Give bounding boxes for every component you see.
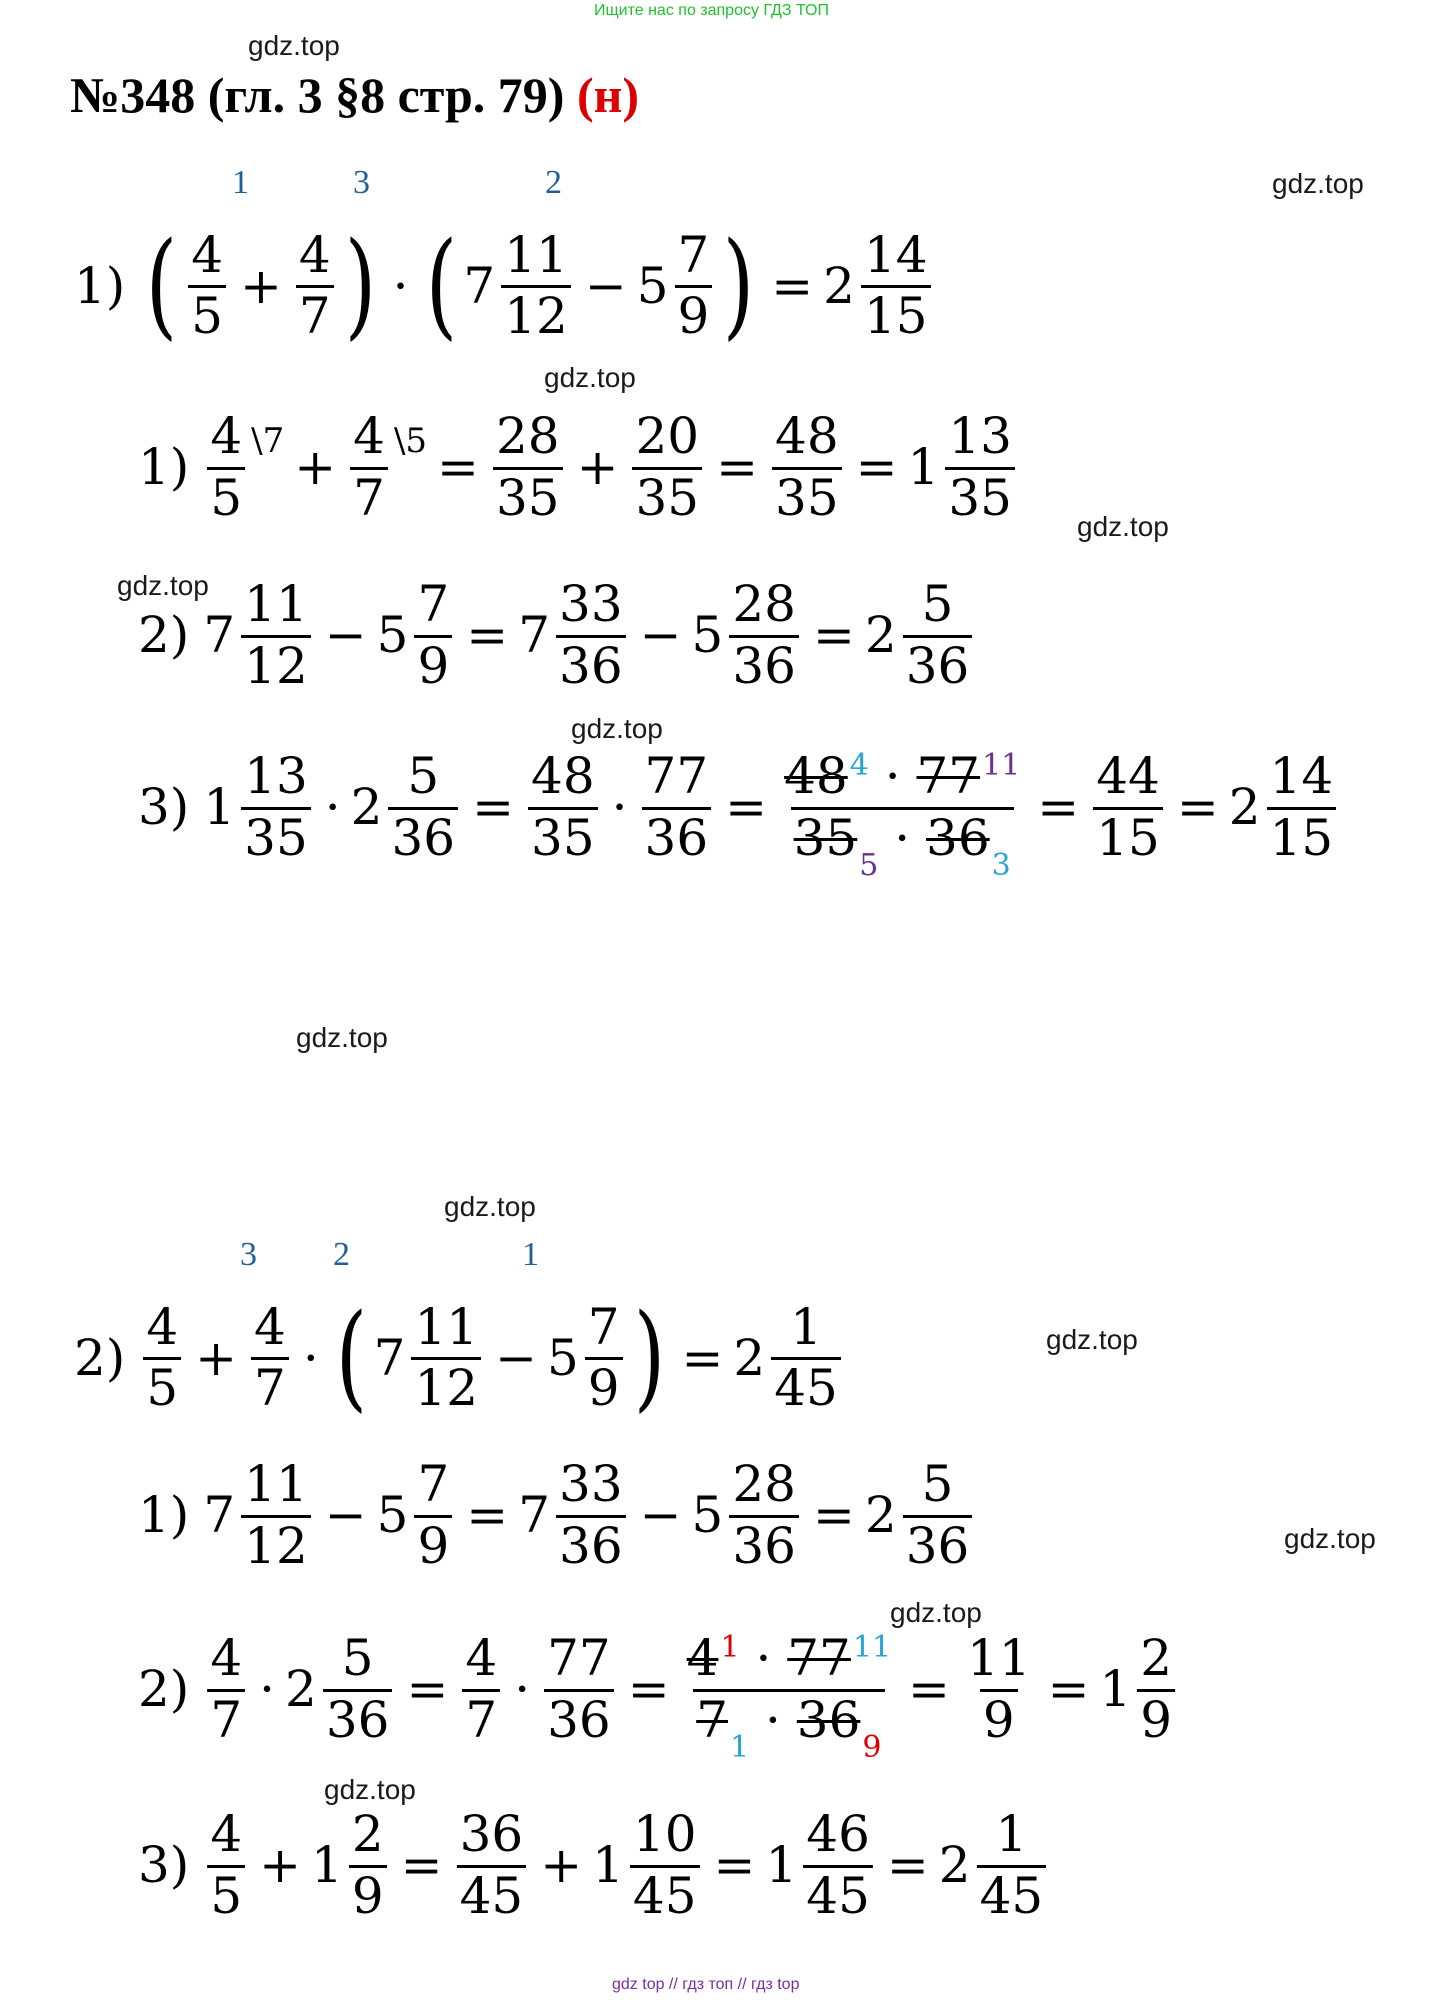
order-mark: 1 — [522, 1236, 539, 1273]
expression-label: 1) — [74, 256, 126, 315]
order-mark: 2 — [333, 1236, 350, 1273]
reduced-factor: 1 — [720, 1630, 740, 1665]
title-main: №348 (гл. 3 §8 стр. 79) — [70, 67, 565, 123]
step-1-1: 1) $\frac{4}{5}$ \7 + $\frac{4}{7}$ \5 = $\frac{28}{35}$ + $\frac{20}{35}$ = $\frac{48}{35}$ = 1 $\frac{13}{35}$ — [138, 410, 1019, 524]
step-2-3: 3) $\frac{4}{5}$ + 1 $\frac{2}{9}$ = $\frac{36}{45}$ + 1 $\frac{10}{45}$ = 1 $\frac{46}{45}$ = 2 $\frac{1}{45}$ — [138, 1808, 1050, 1922]
watermark: gdz.top — [1046, 1324, 1138, 1355]
fraction: $\frac{11}{12}$ — [501, 229, 571, 343]
extra-factor: \7 — [251, 421, 285, 461]
reduced-factor: 9 — [862, 1729, 882, 1765]
step-label: 3) — [138, 1836, 190, 1894]
step-label: 3) — [138, 778, 190, 836]
result-whole: 2 — [823, 256, 855, 315]
watermark: gdz.top — [544, 362, 636, 393]
fraction: $\frac{4}{7}$ — [296, 229, 334, 343]
step-label: 1) — [138, 1486, 190, 1544]
footer-note: gdz top // гдз топ // гдз top — [612, 1976, 800, 1993]
step-label: 1) — [138, 438, 190, 496]
main-expression-1: 1) ( $\frac{4}{5}$ + $\frac{4}{7}$ ) · ( 7 $\frac{11}{12}$ − 5 $\frac{7}{9}$ ) = 2 $\frac{14}{15}$ — [74, 228, 935, 343]
order-mark: 1 — [232, 164, 249, 201]
reduced-factor: 1 — [730, 1729, 750, 1765]
watermark: gdz.top — [296, 1022, 388, 1053]
order-mark: 3 — [240, 1236, 257, 1273]
step-label: 2) — [138, 606, 190, 664]
result-whole: 2 — [733, 1328, 766, 1387]
expression-label: 2) — [74, 1328, 126, 1387]
order-mark: 2 — [545, 164, 562, 201]
reduced-factor: 4 — [849, 748, 869, 783]
reduced-factor: 11 — [982, 748, 1021, 783]
step-2-1: 1) 7 $\frac{11}{12}$ − 5 $\frac{7}{9}$ = 7 $\frac{33}{36}$ − 5 $\frac{28}{36}$ = 2 $\frac{5}{36}$ — [138, 1458, 976, 1572]
page-title — [70, 66, 639, 124]
step-1-3: 3) 1 $\frac{13}{35}$ · 2 $\frac{5}{36}$ = $\frac{48}{35}$ · $\frac{77}{36}$ = $\frac{48^4 \cdot 77^{11}}{35_5 \cdot 36_3}$ = $\frac{44}{15}$ = 2 $\frac{14}{15}$ — [138, 750, 1340, 864]
cancel-fraction: $\frac{48^4 \cdot 77^{11}}{35_5 \cdot 36_3}$ — [784, 747, 1021, 883]
reduced-factor: 5 — [859, 847, 879, 883]
main-expression-2: 2) $\frac{4}{5}$ + $\frac{4}{7}$ · ( 7 $\frac{11}{12}$ − 5 $\frac{7}{9}$ ) = 2 $\frac{1}{45}$ — [74, 1300, 845, 1415]
watermark: gdz.top — [890, 1597, 982, 1628]
order-mark: 3 — [353, 164, 370, 201]
step-label: 2) — [138, 1660, 190, 1718]
reduced-factor: 3 — [991, 847, 1011, 883]
watermark: gdz.top — [1077, 511, 1169, 542]
extra-factor: \5 — [393, 421, 428, 461]
cancel-fraction: $\frac{4^1 \cdot 77^{11}}{7_1 \cdot 36_9}$ — [686, 1629, 892, 1765]
watermark: gdz.top — [571, 713, 663, 744]
watermark: gdz.top — [248, 30, 340, 61]
step-2-2: 2) $\frac{4}{7}$ · 2 $\frac{5}{36}$ = $\frac{4}{7}$ · $\frac{77}{36}$ = $\frac{4^1 \cdot 77^{11}}{7_1 \cdot 36_9}$ = $\frac{11}{9}$ = 1 $\frac{2}{9}$ — [138, 1632, 1179, 1746]
fraction: $\frac{4}{5}$ — [188, 229, 226, 343]
watermark: gdz.top — [1272, 168, 1364, 199]
watermark: gdz.top — [444, 1191, 536, 1222]
step-1-2: 2) 7 $\frac{11}{12}$ − 5 $\frac{7}{9}$ = 7 $\frac{33}{36}$ − 5 $\frac{28}{36}$ = 2 $\frac{5}{36}$ — [138, 578, 976, 692]
result-fraction: $\frac{1}{45}$ — [771, 1301, 841, 1415]
watermark: gdz.top — [324, 1774, 416, 1805]
watermark: gdz.top — [117, 570, 209, 601]
top-note: Ищите нас по запросу ГДЗ ТОП — [594, 2, 829, 19]
title-mark: (н) — [576, 67, 640, 123]
watermark: gdz.top — [1284, 1523, 1376, 1554]
reduced-factor: 11 — [852, 1630, 892, 1665]
result-fraction: $\frac{14}{15}$ — [861, 229, 931, 343]
fraction: $\frac{7}{9}$ — [675, 229, 713, 343]
